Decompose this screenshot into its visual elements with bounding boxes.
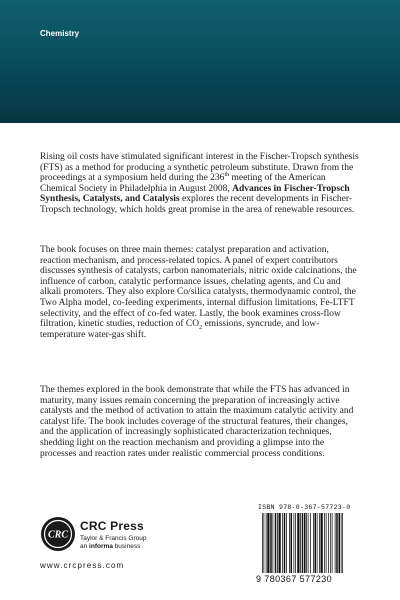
barcode-bar	[308, 513, 309, 573]
barcode-bar	[264, 513, 265, 573]
barcode-bar	[328, 513, 329, 573]
barcode-bar	[295, 513, 296, 573]
publisher-block	[80, 519, 146, 550]
barcode-bar	[310, 513, 311, 573]
barcode-bar	[275, 513, 277, 573]
barcode-bar	[330, 513, 331, 573]
business-prefix: an	[80, 543, 90, 550]
barcode-bar	[319, 513, 320, 573]
category-label: Chemistry	[40, 29, 80, 38]
barcode-bar	[284, 513, 286, 573]
barcode-bar	[341, 513, 342, 573]
barcode-bar	[326, 513, 327, 573]
barcode-bar	[317, 513, 318, 573]
barcode-bar	[321, 513, 323, 573]
isbn-label: ISBN 978-0-367-57723-0	[258, 504, 351, 511]
business-bold: informa	[89, 543, 113, 550]
barcode-bar	[339, 513, 341, 573]
logo-text: CRC	[47, 529, 69, 541]
barcode-bar	[300, 513, 301, 573]
barcode-bar	[279, 513, 281, 573]
crc-press-logo-icon	[40, 516, 76, 552]
p2-text-1: The book focuses on three main themes: catalyst preparation and activation, reaction mechanism, and process-related topics. A panel of expert contributors discusses synthesis of catalysts, carbon nanomaterials, nitric oxide calcinations, the influence of carbon, catalytic performance issues, chelating agents, and Cu and alkali promoters. They also explore Co/silica catalysts, thermodynamic control, the Two Alpha model, co-feeding experiments, internal diffusion limitations, Fe-LTFT selectivity, and the effect of co-fed water. Lastly, the book examines cross-flow filtration, kinetic studies, reduction of CO	[40, 245, 357, 330]
p1-superscript: th	[224, 172, 230, 179]
barcode-bar	[342, 513, 343, 573]
barcode-bar	[336, 513, 338, 573]
barcode-bar	[267, 513, 269, 573]
barcode-bar	[324, 513, 325, 573]
book-title: Advances in Fischer-Tropsch Synthesis, Catalysts, and Catalysis	[40, 183, 350, 205]
barcode-bar	[332, 513, 333, 573]
business-suffix: business	[112, 543, 141, 550]
p1-text-3: explores the recent developments in Fischer-Tropsch technology, which holds great promise in the area of renewable resources.	[40, 194, 355, 215]
barcode-number: 9 780367 577230	[256, 574, 333, 584]
p3-text: The themes explored in the book demonstrate that while the FTS has advanced in maturity, many issues remain concerning the preparation of increasingly active catalysts and the method of activation to attain the maximum catalytic activity and catalyst life. The book includes coverage of the structural features, their changes, and the application of increasingly sophisticated characterization techniques, shedding light on the reaction mechanism and providing a glimpse into the processes and reaction rates under realistic commercial process conditions.	[40, 385, 354, 459]
barcode-bar	[302, 513, 304, 573]
barcode-bar	[282, 513, 283, 573]
barcode-bar	[277, 513, 278, 573]
publisher-name: CRC Press	[80, 519, 144, 533]
barcode-bar	[306, 513, 307, 573]
barcode-bar	[286, 513, 287, 573]
header-banner	[0, 0, 400, 123]
barcode-bar	[315, 513, 317, 573]
barcode-bar	[304, 513, 306, 573]
p1-text-1: Rising oil costs have stimulated significant interest in the Fischer-Tropsch synthesis (FTS) as a method for producing a synthetic petroleum substitute. Drawn from the proceedings at a symposium held during the 236	[40, 152, 359, 184]
barcode-bar	[262, 513, 263, 573]
description-paragraph-1	[40, 152, 360, 216]
publisher-group: Taylor & Francis Group	[80, 535, 147, 542]
barcode-bar	[289, 513, 290, 573]
barcode-bar	[270, 513, 272, 573]
p2-subscript: 2	[199, 325, 203, 332]
barcode-bar	[297, 513, 299, 573]
barcode-bar	[335, 513, 336, 573]
website-link[interactable]: www.crcpress.com	[40, 561, 125, 570]
p1-text-2: meeting of the American Chemical Society in Philadelphia in August 2008,	[40, 173, 326, 194]
barcode-icon	[258, 513, 360, 573]
p2-text-2: emissions, syncrude, and low-temperature water-gas shift.	[40, 319, 320, 340]
barcode-bar	[266, 513, 267, 573]
barcode-bar	[273, 513, 274, 573]
barcode-bar	[313, 513, 314, 573]
description-paragraph-2	[40, 245, 360, 340]
barcode-bar	[294, 513, 295, 573]
barcode-bar	[291, 513, 293, 573]
description-paragraph-3	[40, 385, 360, 459]
publisher-business	[80, 543, 146, 550]
